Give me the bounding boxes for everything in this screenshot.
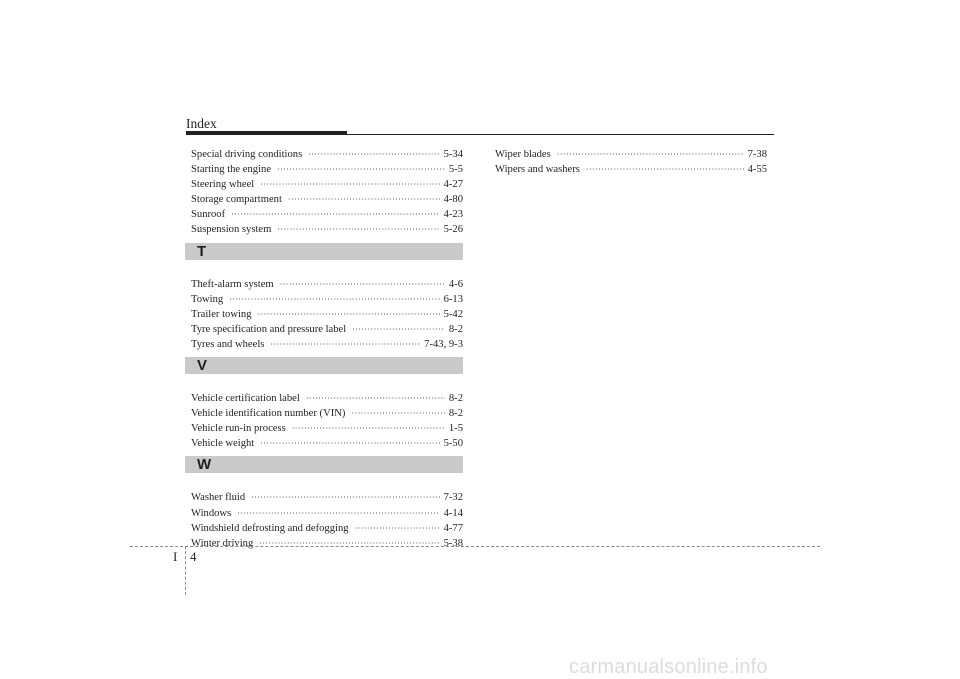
section-header-w [185,456,463,473]
index-entry: Vehicle identification number (VIN) ····· 8-2 [191,406,463,421]
footer-divider [185,546,186,595]
index-entry: Wiper blades ····· 7-38 [495,147,767,162]
index-entry: Sunroof ····· 4-23 [191,207,463,222]
index-entry: Storage compartment ····· 4-80 [191,192,463,207]
index-entry: Wipers and washers ····· 4-55 [495,162,767,177]
index-entry: Windows ····· 4-14 [191,506,463,521]
index-entry: Suspension system ····· 5-26 [191,222,463,237]
index-entry: Towing ····· 6-13 [191,292,463,307]
index-column-left [191,147,463,551]
header-accent-bar [186,131,347,135]
index-column-right [495,147,767,177]
index-entry: Steering wheel ····· 4-27 [191,177,463,192]
index-entry: Vehicle certification label ····· 8-2 [191,391,463,406]
section-t-list [191,277,463,352]
section-header-t [185,243,463,260]
index-entry: Washer fluid ····· 7-32 [191,490,463,505]
index-entry: Special driving conditions ····· 5-34 [191,147,463,162]
index-entry: Winter driving ····· 5-38 [191,536,463,551]
section-s-list [191,147,463,238]
index-entry: Tyre specification and pressure label ····· 8-2 [191,322,463,337]
footer-section-label: I [173,549,178,564]
index-entry: Vehicle weight ····· 5-50 [191,436,463,451]
footer-rule [130,546,820,547]
section-header-v [185,357,463,374]
page-number: 4 [190,549,197,564]
watermark: carmanualsonline.info [569,656,768,678]
index-entry: Trailer towing ····· 5-42 [191,307,463,322]
section-letter: W [197,456,212,474]
index-entry: Tyres and wheels ····· 7-43, 9-3 [191,337,463,352]
section-w-list [191,490,463,550]
index-entry: Windshield defrosting and defogging ····· 4-77 [191,521,463,536]
index-entry: Vehicle run-in process ····· 1-5 [191,421,463,436]
section-v-list [191,391,463,451]
index-entry: Starting the engine ····· 5-5 [191,162,463,177]
section-letter: T [197,242,207,260]
page-title: Index [186,116,217,131]
section-letter: V [197,357,208,375]
index-entry: Theft-alarm system ····· 4-6 [191,277,463,292]
